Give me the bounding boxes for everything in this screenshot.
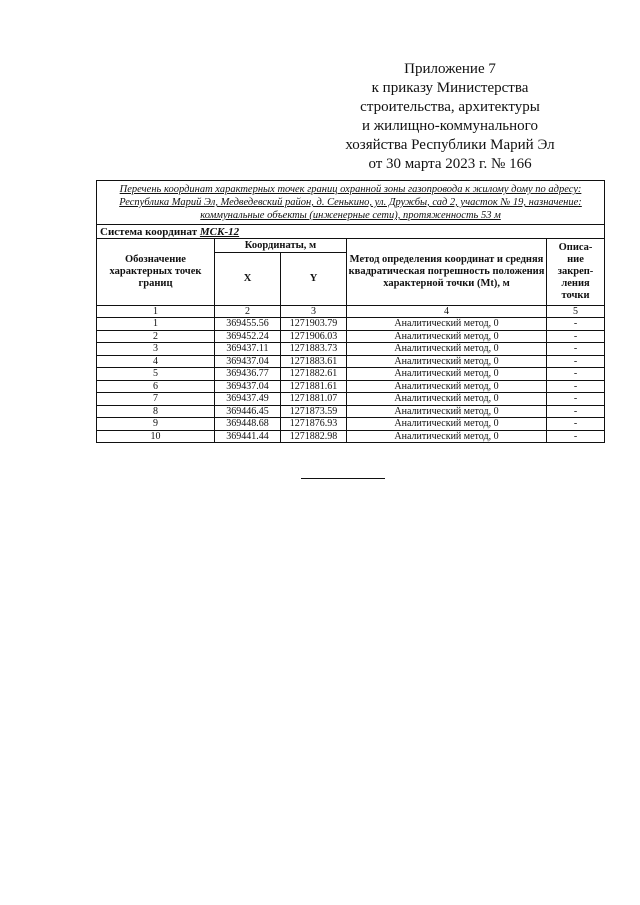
- y-coordinate-cell: 1271883.73: [281, 343, 347, 356]
- header-x: X: [215, 253, 281, 306]
- method-cell: Аналитический метод, 0: [347, 380, 547, 393]
- col-number: 4: [347, 306, 547, 318]
- point-number-cell: 1: [97, 318, 215, 331]
- x-coordinate-cell: 369436.77: [215, 368, 281, 381]
- point-number-cell: 8: [97, 405, 215, 418]
- method-cell: Аналитический метод, 0: [347, 330, 547, 343]
- coordinate-system-value: МСК-12: [199, 225, 240, 238]
- method-cell: Аналитический метод, 0: [347, 405, 547, 418]
- y-coordinate-cell: 1271881.07: [281, 393, 347, 406]
- x-coordinate-cell: 369452.24: [215, 330, 281, 343]
- x-coordinate-cell: 369437.04: [215, 380, 281, 393]
- point-number-cell: 4: [97, 355, 215, 368]
- table-row: [97, 418, 605, 431]
- y-coordinate-cell: 1271882.61: [281, 368, 347, 381]
- table-row: [97, 405, 605, 418]
- method-cell: Аналитический метод, 0: [347, 343, 547, 356]
- table-row: [97, 343, 605, 356]
- description-cell: -: [547, 318, 605, 331]
- appendix-date: от 30 марта 2023 г. № 166: [368, 156, 532, 172]
- y-coordinate-cell: 1271906.03: [281, 330, 347, 343]
- method-cell: Аналитический метод, 0: [347, 355, 547, 368]
- point-number-cell: 3: [97, 343, 215, 356]
- y-coordinate-cell: 1271882.98: [281, 430, 347, 443]
- description-cell: -: [547, 430, 605, 443]
- x-coordinate-cell: 369437.04: [215, 355, 281, 368]
- x-coordinate-cell: 369437.11: [215, 343, 281, 356]
- point-number-cell: 6: [97, 380, 215, 393]
- coordinates-table: [96, 180, 605, 443]
- description-cell: -: [547, 380, 605, 393]
- y-coordinate-cell: 1271876.93: [281, 418, 347, 431]
- description-cell: -: [547, 343, 605, 356]
- col-number: 1: [97, 306, 215, 318]
- point-number-cell: 7: [97, 393, 215, 406]
- appendix-ministry-line-3: хозяйства Республики Марий Эл: [345, 137, 555, 153]
- appendix-ministry-line-2: и жилищно-коммунального: [362, 118, 538, 134]
- y-coordinate-cell: 1271881.61: [281, 380, 347, 393]
- method-cell: Аналитический метод, 0: [347, 418, 547, 431]
- description-cell: -: [547, 355, 605, 368]
- table-row: [97, 330, 605, 343]
- table-row: [97, 355, 605, 368]
- description-cell: -: [547, 368, 605, 381]
- coordinate-system-label: Система координат: [100, 225, 200, 238]
- point-number-cell: 5: [97, 368, 215, 381]
- y-coordinate-cell: 1271883.61: [281, 355, 347, 368]
- x-coordinate-cell: 369448.68: [215, 418, 281, 431]
- appendix-ministry-line-1: строительства, архитектуры: [360, 99, 540, 115]
- description-cell: -: [547, 330, 605, 343]
- appendix-order-line: к приказу Министерства: [371, 80, 529, 96]
- method-cell: Аналитический метод, 0: [347, 368, 547, 381]
- point-number-cell: 10: [97, 430, 215, 443]
- col-number: 5: [547, 306, 605, 318]
- column-number-row: [97, 306, 605, 318]
- y-coordinate-cell: 1271903.79: [281, 318, 347, 331]
- end-divider: [301, 478, 385, 479]
- x-coordinate-cell: 369446.45: [215, 405, 281, 418]
- description-cell: -: [547, 393, 605, 406]
- col-number: 2: [215, 306, 281, 318]
- col-number: 3: [281, 306, 347, 318]
- table-row: [97, 318, 605, 331]
- table-row: [97, 393, 605, 406]
- method-cell: Аналитический метод, 0: [347, 430, 547, 443]
- point-number-cell: 2: [97, 330, 215, 343]
- header-method: Метод определения координат и средняя квадратическая погрешность положения характерной точки (Mt), м: [347, 239, 547, 306]
- x-coordinate-cell: 369437.49: [215, 393, 281, 406]
- coordinate-system: [97, 225, 605, 239]
- y-coordinate-cell: 1271873.59: [281, 405, 347, 418]
- header-description: Описа- ние закреп- ления точки: [547, 239, 605, 306]
- table-row: [97, 368, 605, 381]
- table-title: Перечень координат характерных точек границ охранной зоны газопровода к жилому дому по адресу: Республика Марий Эл, Медведевский район, д. Сенькино, ул. Дружбы, сад 2, участок № 19, назначение: коммунальные объекты (инженерные сети), протяженность 53 м: [97, 181, 605, 225]
- description-cell: -: [547, 418, 605, 431]
- appendix-header: [330, 60, 570, 174]
- appendix-title: Приложение 7: [404, 61, 496, 77]
- header-y: Y: [281, 253, 347, 306]
- x-coordinate-cell: 369455.56: [215, 318, 281, 331]
- table-row: [97, 380, 605, 393]
- x-coordinate-cell: 369441.44: [215, 430, 281, 443]
- header-point: Обозначение характерных точек границ: [97, 239, 215, 306]
- description-cell: -: [547, 405, 605, 418]
- method-cell: Аналитический метод, 0: [347, 318, 547, 331]
- table-row: [97, 430, 605, 443]
- method-cell: Аналитический метод, 0: [347, 393, 547, 406]
- header-coords: Координаты, м: [215, 239, 347, 253]
- point-number-cell: 9: [97, 418, 215, 431]
